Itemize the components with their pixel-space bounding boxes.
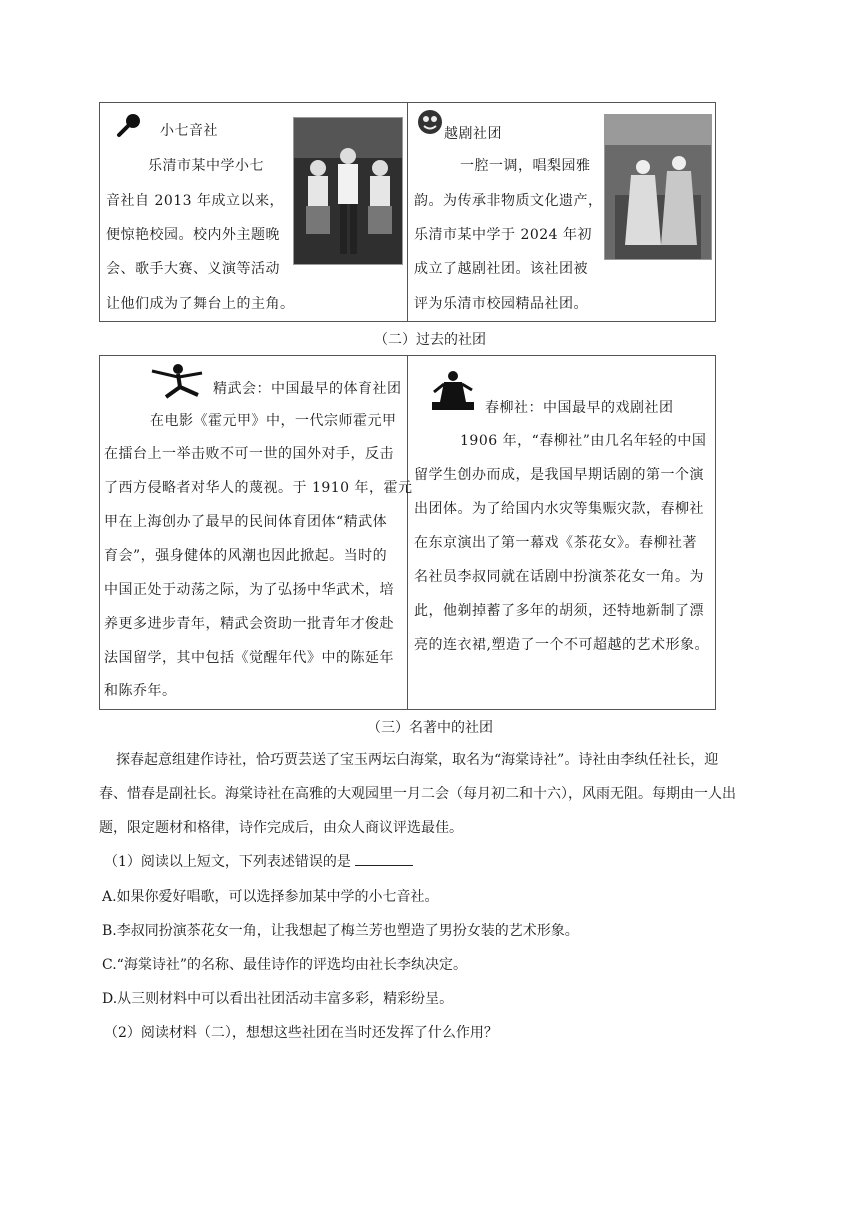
option-b: B.李叔同扮演茶花女一角，让我想起了梅兰芳也塑造了男扮女装的艺术形象。 [102,923,579,939]
club-text-line: 亮的连衣裙,塑造了一个不可超越的艺术形象。 [414,637,709,653]
singers-photo [293,117,403,265]
club-text-line: 便惊艳校园。校内外主题晚 [106,227,280,243]
answer-blank[interactable] [355,851,413,866]
question-1-text: （1）阅读以上短文，下列表述错误的是 [104,854,351,870]
option-a: A.如果你爱好唱歌，可以选择参加某中学的小七音社。 [102,889,439,905]
club-text-line: 育会”，强身健体的风潮也因此掀起。当时的 [104,548,388,564]
club-text-line: 1906 年，“春柳社”由几名年轻的中国 [460,433,707,449]
section-heading: （二）过去的社团 [374,332,486,348]
club-text-line: 甲在上海创办了最早的民间体育团体“精武体 [104,514,388,530]
martial-arts-icon [148,361,208,399]
paragraph-line: 题，限定题材和格律，诗作完成后，由众人商议评选最佳。 [99,820,463,836]
club-text-line: 乐清市某中学小七 [148,158,264,174]
club-title-jingwu: 精武会：中国最早的体育社团 [213,381,402,397]
club-text-line: 了西方侵略者对华人的蔑视。于 1910 年，霍元 [104,480,413,496]
club-text-line: 和陈乔年。 [104,683,177,699]
club-text-line: 音社自 2013 年成立以来， [106,193,285,209]
club-text-line: 养更多进步青年，精武会资助一批青年才俊赴 [104,616,394,632]
club-text-line: 在擂台上一举击败不可一世的国外对手，反击 [104,446,394,462]
club-text-line: 出团体。为了给国内水灾等集赈灾款，春柳社 [414,501,704,517]
club-text-line: 会、歌手大赛、义演等活动 [106,261,280,277]
question-1 [104,845,766,879]
opera-mask-icon [416,108,444,136]
club-text-line: 留学生创办而成，是我国早期话剧的第一个演 [414,467,704,483]
microphone-icon [116,112,142,138]
club-title-xiaoqi: 小七音社 [160,123,218,139]
option-c: C.“海棠诗社”的名称、最佳诗作的评选均由社长李纨决定。 [102,957,467,973]
club-text-line: 评为乐清市校园精品社团。 [414,296,588,312]
club-text-line: 此，他剃掉蓄了多年的胡须，还特地新制了漂 [414,603,704,619]
club-text-line: 名社员李叔同就在话剧中扮演茶花女一角。为 [414,569,704,585]
paragraph-line: 探春起意组建作诗社，恰巧贾芸送了宝玉两坛白海棠，取名为“海棠诗社”。诗社由李纨任社长，迎 [116,752,719,768]
club-text-line: 乐清市某中学于 2024 年初 [414,227,593,243]
club-text-line: 在电影《霍元甲》中，一代宗师霍元甲 [150,413,397,429]
club-text-line: 让他们成为了舞台上的主角。 [106,296,295,312]
club-text-line: 韵。为传承非物质文化遗产， [414,193,603,209]
club-text-line: 一腔一调，唱梨园雅 [460,158,591,174]
opera-photo [604,114,712,260]
club-text-line: 中国正处于动荡之际，为了弘扬中华武术，培 [104,582,394,598]
question-2: （2）阅读材料（二），想想这些社团在当时还发挥了什么作用？ [104,1025,498,1041]
club-text-line: 成立了越剧社团。该社团被 [414,261,588,277]
section-heading: （三）名著中的社团 [367,720,493,736]
paragraph-line: 春、惜春是副社长。海棠诗社在高雅的大观园里一月二会（每月初二和十六），风雨无阻。每期由一人出 [99,786,736,802]
club-title-chunliu: 春柳社：中国最早的戏剧社团 [485,400,674,416]
club-text-line: 在东京演出了第一幕戏《茶花女》。春柳社著 [414,535,697,551]
club-title-yueju: 越剧社团 [444,126,502,142]
option-d: D.从三则材料中可以看出社团活动丰富多彩，精彩纷呈。 [102,991,454,1007]
club-text-line: 法国留学，其中包括《觉醒年代》中的陈延年 [104,650,394,666]
drama-icon [430,370,476,412]
